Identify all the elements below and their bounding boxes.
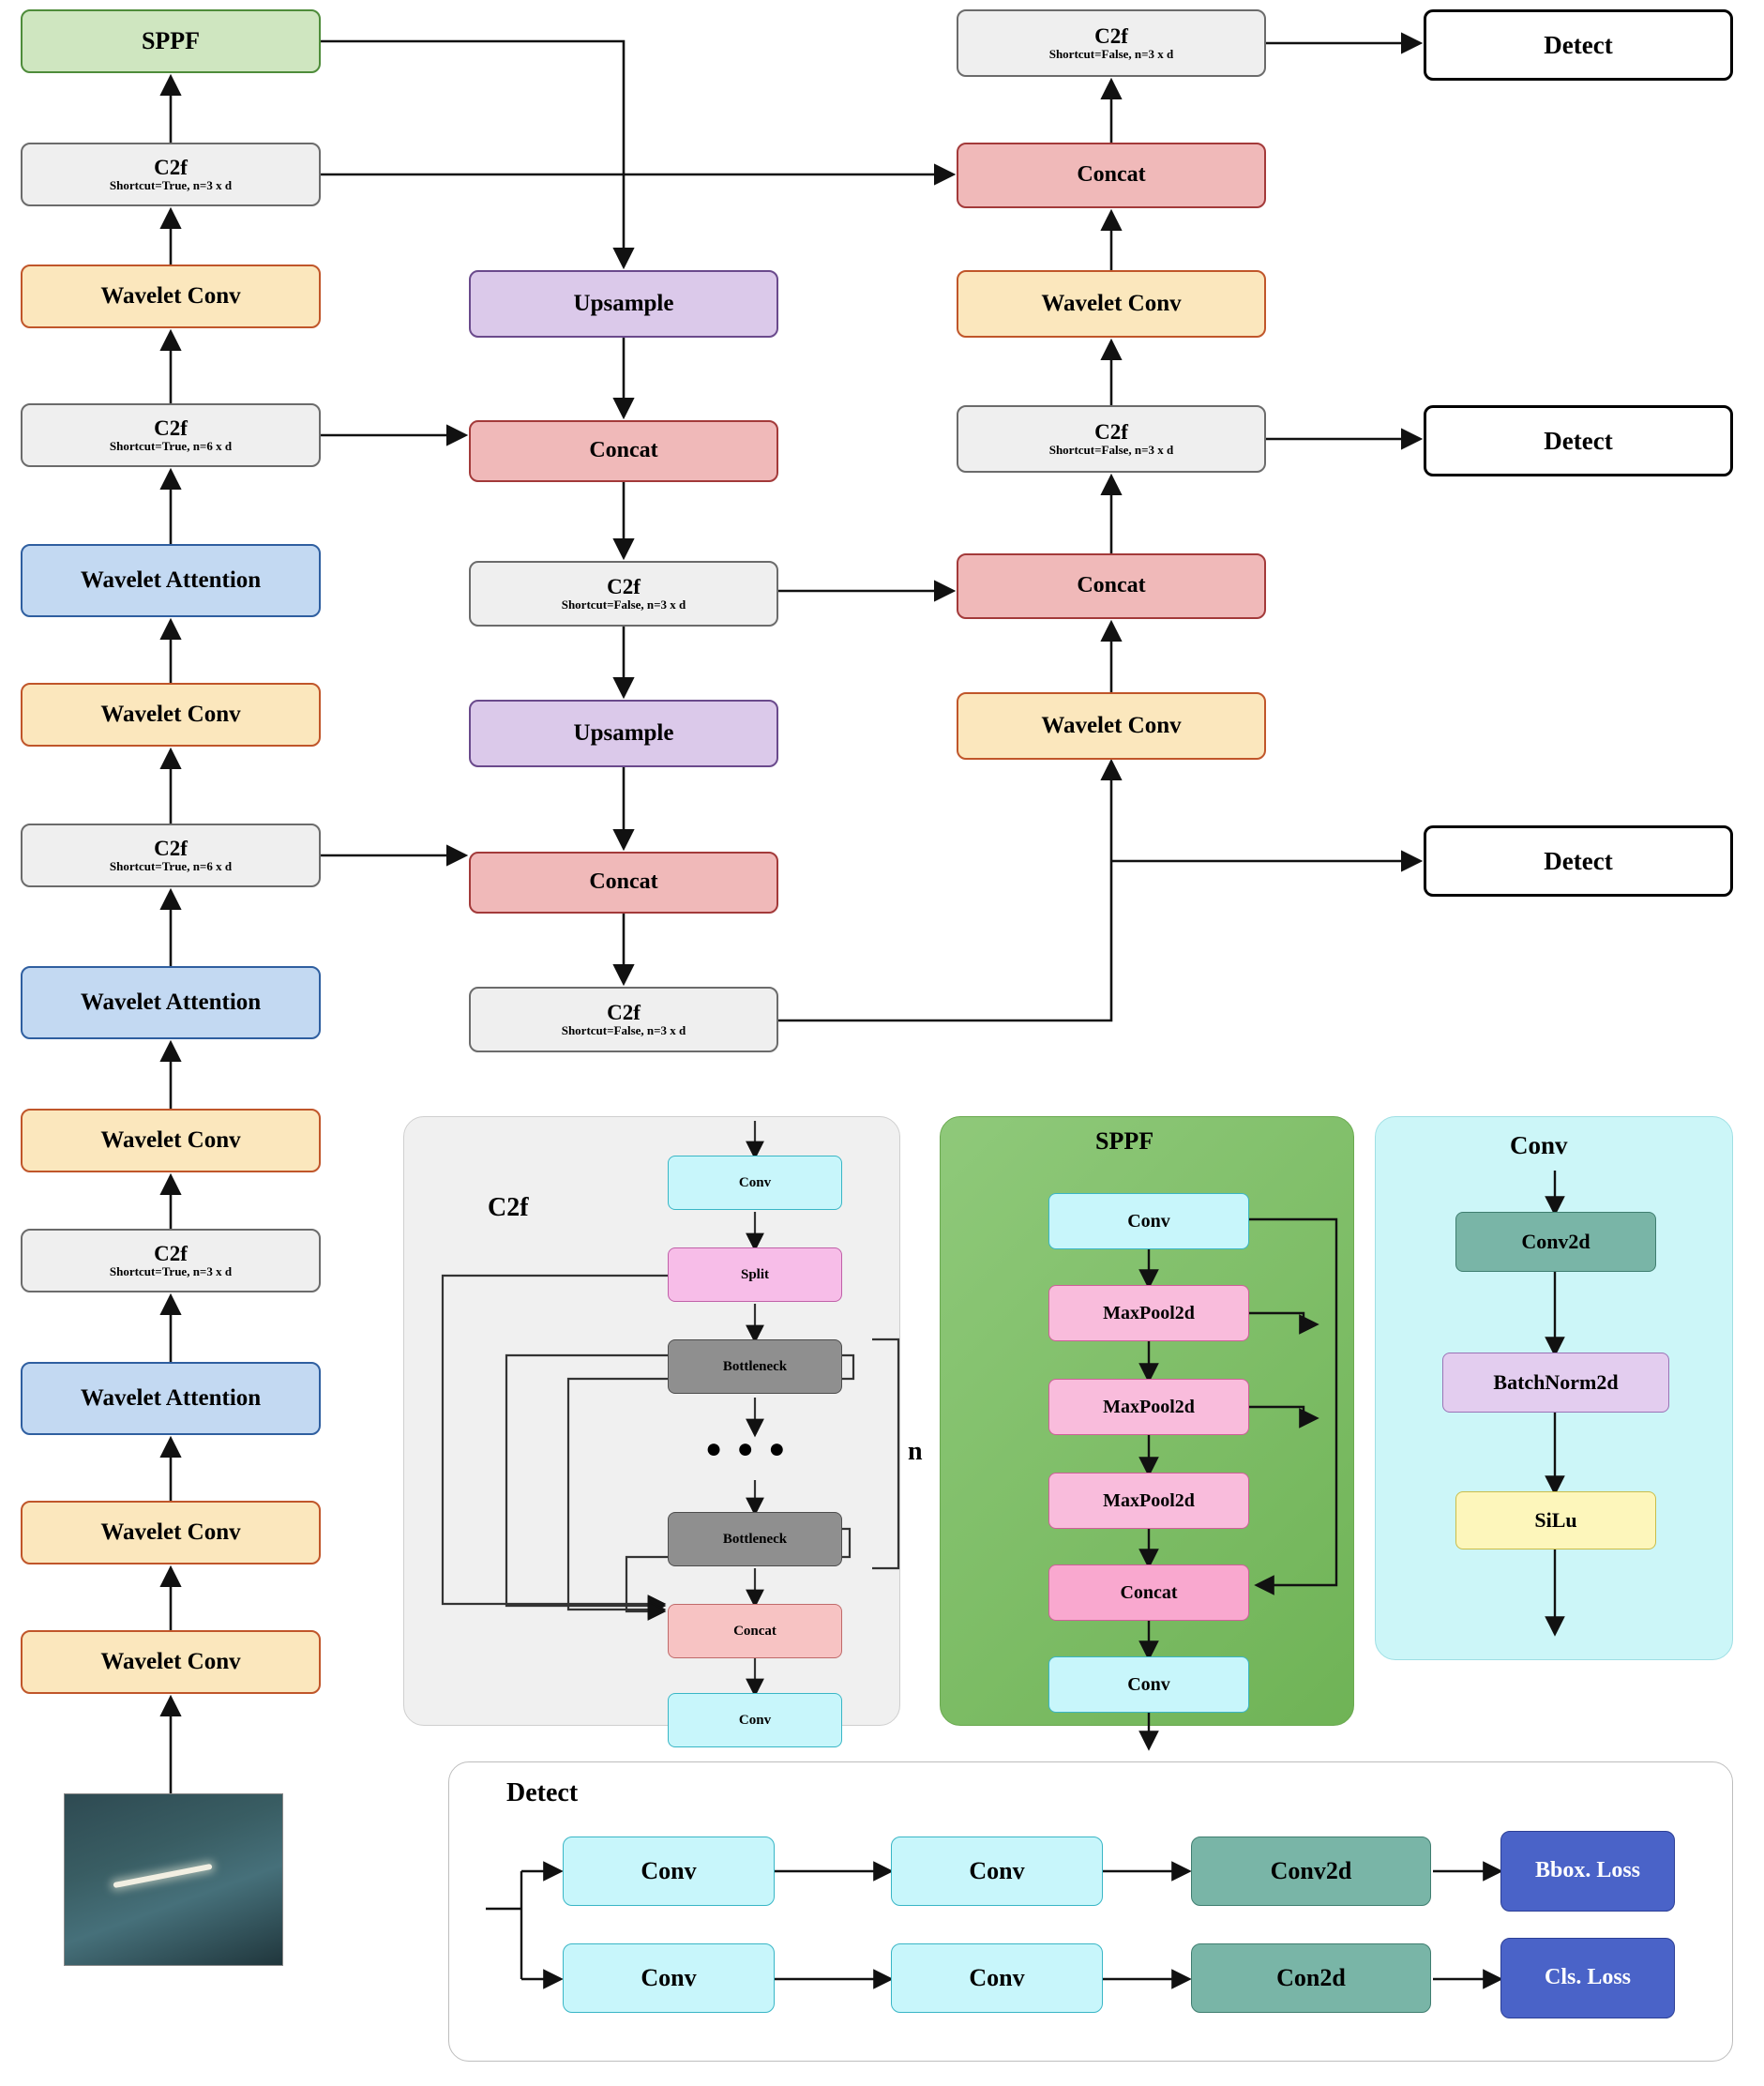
- block-label: Concat: [1120, 1581, 1178, 1603]
- node-c2f-true-6d-b[interactable]: [21, 824, 321, 887]
- node-c2f-true-3d-top[interactable]: [21, 143, 321, 206]
- legend-c2f-split: [668, 1247, 842, 1302]
- node-wavelet-conv-head-2[interactable]: [957, 692, 1266, 760]
- legend-conv-conv2d: [1455, 1212, 1656, 1272]
- block-label: Conv: [1127, 1673, 1170, 1695]
- node-c2f-true-6d-a[interactable]: [21, 403, 321, 467]
- block-label: MaxPool2d: [1103, 1489, 1195, 1511]
- legend-detect-conv2d-1: [1191, 1837, 1431, 1906]
- legend-detect-conv-2a: [563, 1943, 775, 2013]
- node-label: SPPF: [141, 27, 201, 55]
- node-c2f-true-3d-bottom[interactable]: [21, 1229, 321, 1292]
- node-label: Wavelet Conv: [100, 701, 241, 727]
- node-label: Wavelet Conv: [100, 282, 241, 309]
- legend-sppf-conv-out: [1048, 1656, 1249, 1713]
- node-label: C2f: [154, 416, 188, 441]
- block-label: Conv2d: [1521, 1230, 1591, 1253]
- node-upsample-2[interactable]: [469, 700, 778, 767]
- node-wavelet-attention-2[interactable]: [21, 966, 321, 1039]
- legend-sppf-concat: [1048, 1564, 1249, 1621]
- node-sublabel: Shortcut=True, n=3 x d: [109, 1264, 233, 1279]
- node-upsample-1[interactable]: [469, 270, 778, 338]
- node-c2f-head-top[interactable]: [957, 9, 1266, 77]
- node-label: C2f: [607, 1001, 641, 1025]
- node-label: Wavelet Attention: [80, 567, 262, 593]
- node-concat-neck-1[interactable]: [469, 420, 778, 482]
- node-sublabel: Shortcut=True, n=6 x d: [109, 439, 233, 454]
- block-label: Conv2d: [1270, 1857, 1352, 1884]
- block-label: Con2d: [1276, 1964, 1346, 1991]
- legend-sppf-maxpool-3: [1048, 1473, 1249, 1529]
- node-label: Wavelet Conv: [100, 1648, 241, 1674]
- node-label: Concat: [1077, 162, 1146, 188]
- legend-c2f-bottleneck-1: [668, 1339, 842, 1394]
- block-label: Conv: [1127, 1210, 1170, 1232]
- legend-c2f-title: C2f: [488, 1193, 529, 1222]
- legend-detect-conv-1b: [891, 1837, 1103, 1906]
- legend-c2f-repeat-dots: ● ● ●: [705, 1433, 790, 1464]
- node-sublabel: Shortcut=False, n=3 x d: [561, 1023, 686, 1038]
- node-concat-head-1[interactable]: [957, 143, 1266, 208]
- node-sublabel: Shortcut=False, n=3 x d: [1048, 443, 1174, 458]
- legend-c2f-n-label: n: [908, 1437, 923, 1466]
- node-wavelet-conv-head-1[interactable]: [957, 270, 1266, 338]
- legend-sppf-maxpool-1: [1048, 1285, 1249, 1341]
- legend-conv-batchnorm: [1442, 1353, 1669, 1413]
- block-label: Bbox. Loss: [1534, 1858, 1641, 1883]
- node-detect-3[interactable]: [1424, 825, 1733, 897]
- node-label: Wavelet Conv: [1041, 712, 1182, 738]
- node-label: Upsample: [573, 290, 674, 316]
- block-label: SiLu: [1534, 1508, 1577, 1532]
- node-wavelet-conv-4[interactable]: [21, 1501, 321, 1564]
- node-label: C2f: [154, 156, 188, 180]
- node-label: Concat: [589, 869, 658, 895]
- node-wavelet-conv-3[interactable]: [21, 1109, 321, 1172]
- input-thumbnail: [64, 1793, 283, 1966]
- node-label: Detect: [1544, 426, 1613, 455]
- block-label: Conv: [969, 1857, 1025, 1884]
- legend-sppf-title: SPPF: [1095, 1127, 1154, 1155]
- node-label: Detect: [1544, 846, 1613, 875]
- node-label: Wavelet Attention: [80, 1384, 262, 1411]
- node-detect-2[interactable]: [1424, 405, 1733, 476]
- node-wavelet-conv-5[interactable]: [21, 1630, 321, 1694]
- legend-c2f-conv-out: [668, 1693, 842, 1747]
- node-sublabel: Shortcut=True, n=3 x d: [109, 178, 233, 193]
- legend-sppf-conv-in: [1048, 1193, 1249, 1249]
- block-label: MaxPool2d: [1103, 1302, 1195, 1323]
- node-label: C2f: [1094, 24, 1128, 49]
- legend-conv-silu: [1455, 1491, 1656, 1549]
- node-c2f-head-mid[interactable]: [957, 405, 1266, 473]
- block-label: Conv: [969, 1964, 1025, 1991]
- node-wavelet-conv-1[interactable]: [21, 265, 321, 328]
- node-c2f-false-neck-1[interactable]: [469, 561, 778, 627]
- legend-c2f-conv-in: [668, 1156, 842, 1210]
- block-label: Bottleneck: [722, 1531, 788, 1547]
- node-sublabel: Shortcut=True, n=6 x d: [109, 859, 233, 874]
- node-label: C2f: [154, 837, 188, 861]
- legend-sppf-maxpool-2: [1048, 1379, 1249, 1435]
- legend-conv-title: Conv: [1510, 1131, 1568, 1159]
- block-label: Bottleneck: [722, 1358, 788, 1374]
- node-label: Wavelet Conv: [100, 1519, 241, 1545]
- legend-detect-conv-2b: [891, 1943, 1103, 2013]
- block-label: Split: [740, 1266, 769, 1282]
- node-sublabel: Shortcut=False, n=3 x d: [561, 597, 686, 612]
- legend-detect-cls-loss: [1500, 1938, 1675, 2018]
- node-label: C2f: [1094, 420, 1128, 445]
- node-label: Concat: [1077, 573, 1146, 598]
- legend-detect-bbox-loss: [1500, 1831, 1675, 1912]
- node-wavelet-attention-3[interactable]: [21, 1362, 321, 1435]
- legend-c2f-bottleneck-2: [668, 1512, 842, 1566]
- block-label: Concat: [733, 1623, 776, 1639]
- node-sppf[interactable]: [21, 9, 321, 73]
- legend-detect-conv-1a: [563, 1837, 775, 1906]
- legend-c2f-concat: [668, 1604, 842, 1658]
- aircraft-streak-icon: [113, 1864, 212, 1888]
- block-label: Conv: [738, 1712, 772, 1728]
- node-detect-1[interactable]: [1424, 9, 1733, 81]
- block-label: Conv: [738, 1174, 772, 1190]
- block-label: Conv: [641, 1964, 697, 1991]
- node-label: Upsample: [573, 719, 674, 746]
- legend-detect-title: Detect: [506, 1778, 579, 1807]
- node-sublabel: Shortcut=False, n=3 x d: [1048, 47, 1174, 62]
- block-label: Conv: [641, 1857, 697, 1884]
- node-label: Wavelet Conv: [1041, 290, 1182, 316]
- node-label: Wavelet Attention: [80, 989, 262, 1015]
- node-concat-neck-2[interactable]: [469, 852, 778, 914]
- node-wavelet-attention-1[interactable]: [21, 544, 321, 617]
- node-label: C2f: [154, 1242, 188, 1266]
- node-label: C2f: [607, 575, 641, 599]
- node-label: Concat: [589, 438, 658, 463]
- block-label: Cls. Loss: [1544, 1965, 1632, 1990]
- node-wavelet-conv-2[interactable]: [21, 683, 321, 747]
- node-label: Wavelet Conv: [100, 1126, 241, 1153]
- legend-detect-conv2d-2: [1191, 1943, 1431, 2013]
- node-label: Detect: [1544, 30, 1613, 59]
- block-label: BatchNorm2d: [1493, 1370, 1619, 1394]
- block-label: MaxPool2d: [1103, 1396, 1195, 1417]
- node-c2f-false-neck-2[interactable]: [469, 987, 778, 1052]
- node-concat-head-2[interactable]: [957, 553, 1266, 619]
